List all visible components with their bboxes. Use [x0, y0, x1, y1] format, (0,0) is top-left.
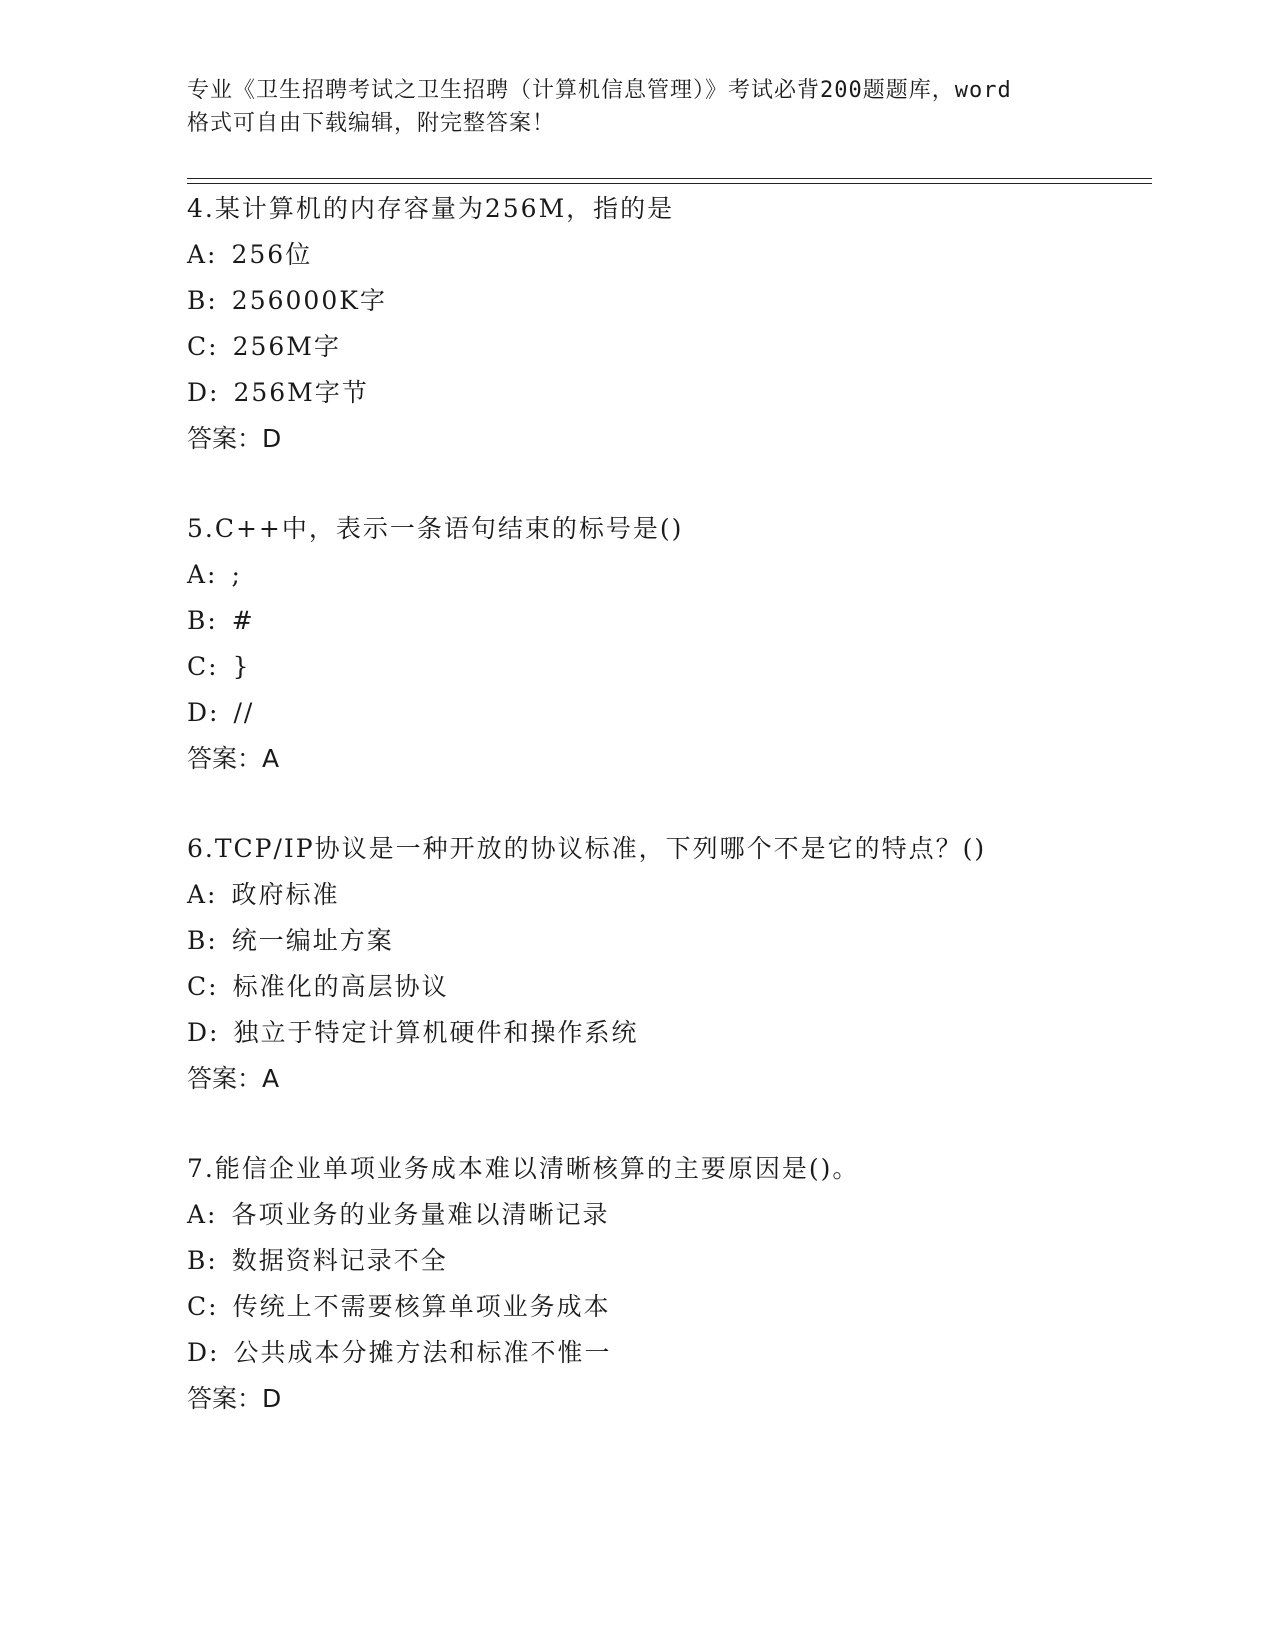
option-a	[187, 872, 1137, 918]
option-b	[187, 598, 1137, 644]
option-b	[187, 918, 1137, 964]
option-label: B:	[187, 286, 218, 315]
header-divider	[187, 178, 1152, 184]
document-header	[187, 74, 1087, 140]
option-d	[187, 690, 1137, 736]
option-a	[187, 232, 1137, 278]
option-c	[187, 964, 1137, 1010]
option-text: 数据资料记录不全	[231, 1246, 448, 1275]
option-label: B:	[187, 606, 218, 635]
option-label: C:	[187, 652, 219, 681]
question-stem: 6.TCP/IP协议是一种开放的协议标准，下列哪个不是它的特点？()	[187, 834, 987, 863]
option-label: A:	[187, 880, 218, 909]
question-block-7	[187, 1146, 1137, 1422]
option-d	[187, 370, 1137, 416]
option-text: 各项业务的业务量难以清晰记录	[231, 1200, 610, 1229]
option-a	[187, 1192, 1137, 1238]
option-label: D:	[187, 1018, 220, 1047]
option-text: 传统上不需要核算单项业务成本	[232, 1292, 611, 1321]
option-label: C:	[187, 972, 219, 1001]
option-label: D:	[187, 698, 220, 727]
header-line-2: 格式可自由下载编辑，附完整答案！	[187, 111, 556, 136]
header-line-1: 专业《卫生招聘考试之卫生招聘（计算机信息管理）》考试必背200题题库，word	[187, 78, 1012, 103]
option-label: A:	[187, 240, 218, 269]
question-block-5	[187, 506, 1137, 782]
option-label: C:	[187, 1292, 219, 1321]
option-label: A:	[187, 560, 218, 589]
option-text: }	[232, 652, 251, 681]
option-text: 256000K字	[231, 286, 387, 315]
answer-line: 答案：D	[187, 1384, 282, 1413]
answer-line: 答案：A	[187, 744, 280, 773]
option-label: C:	[187, 332, 219, 361]
option-label: D:	[187, 1338, 220, 1367]
option-label: B:	[187, 926, 218, 955]
question-block-6	[187, 826, 1137, 1102]
question-stem: 5.C++中，表示一条语句结束的标号是()	[187, 514, 684, 543]
option-text: 256M字节	[233, 378, 369, 407]
option-d	[187, 1330, 1137, 1376]
option-text: 256M字	[232, 332, 341, 361]
option-text: 政府标准	[231, 880, 340, 909]
answer-line: 答案：D	[187, 424, 282, 453]
option-label: B:	[187, 1246, 218, 1275]
option-b	[187, 278, 1137, 324]
option-c	[187, 1284, 1137, 1330]
option-d	[187, 1010, 1137, 1056]
option-text: ;	[231, 560, 242, 589]
question-stem: 4.某计算机的内存容量为256M，指的是	[187, 194, 675, 223]
option-text: #	[231, 606, 255, 635]
option-text: 256位	[231, 240, 313, 269]
question-stem: 7.能信企业单项业务成本难以清晰核算的主要原因是()。	[187, 1154, 860, 1183]
option-c	[187, 644, 1137, 690]
option-b	[187, 1238, 1137, 1284]
question-block-4	[187, 186, 1137, 462]
option-text: 标准化的高层协议	[232, 972, 449, 1001]
option-c	[187, 324, 1137, 370]
option-label: D:	[187, 378, 220, 407]
option-text: //	[233, 698, 255, 727]
answer-line: 答案：A	[187, 1064, 280, 1093]
option-text: 统一编址方案	[231, 926, 394, 955]
option-a	[187, 552, 1137, 598]
option-text: 公共成本分摊方法和标准不惟一	[233, 1338, 612, 1367]
option-label: A:	[187, 1200, 218, 1229]
option-text: 独立于特定计算机硬件和操作系统	[233, 1018, 639, 1047]
